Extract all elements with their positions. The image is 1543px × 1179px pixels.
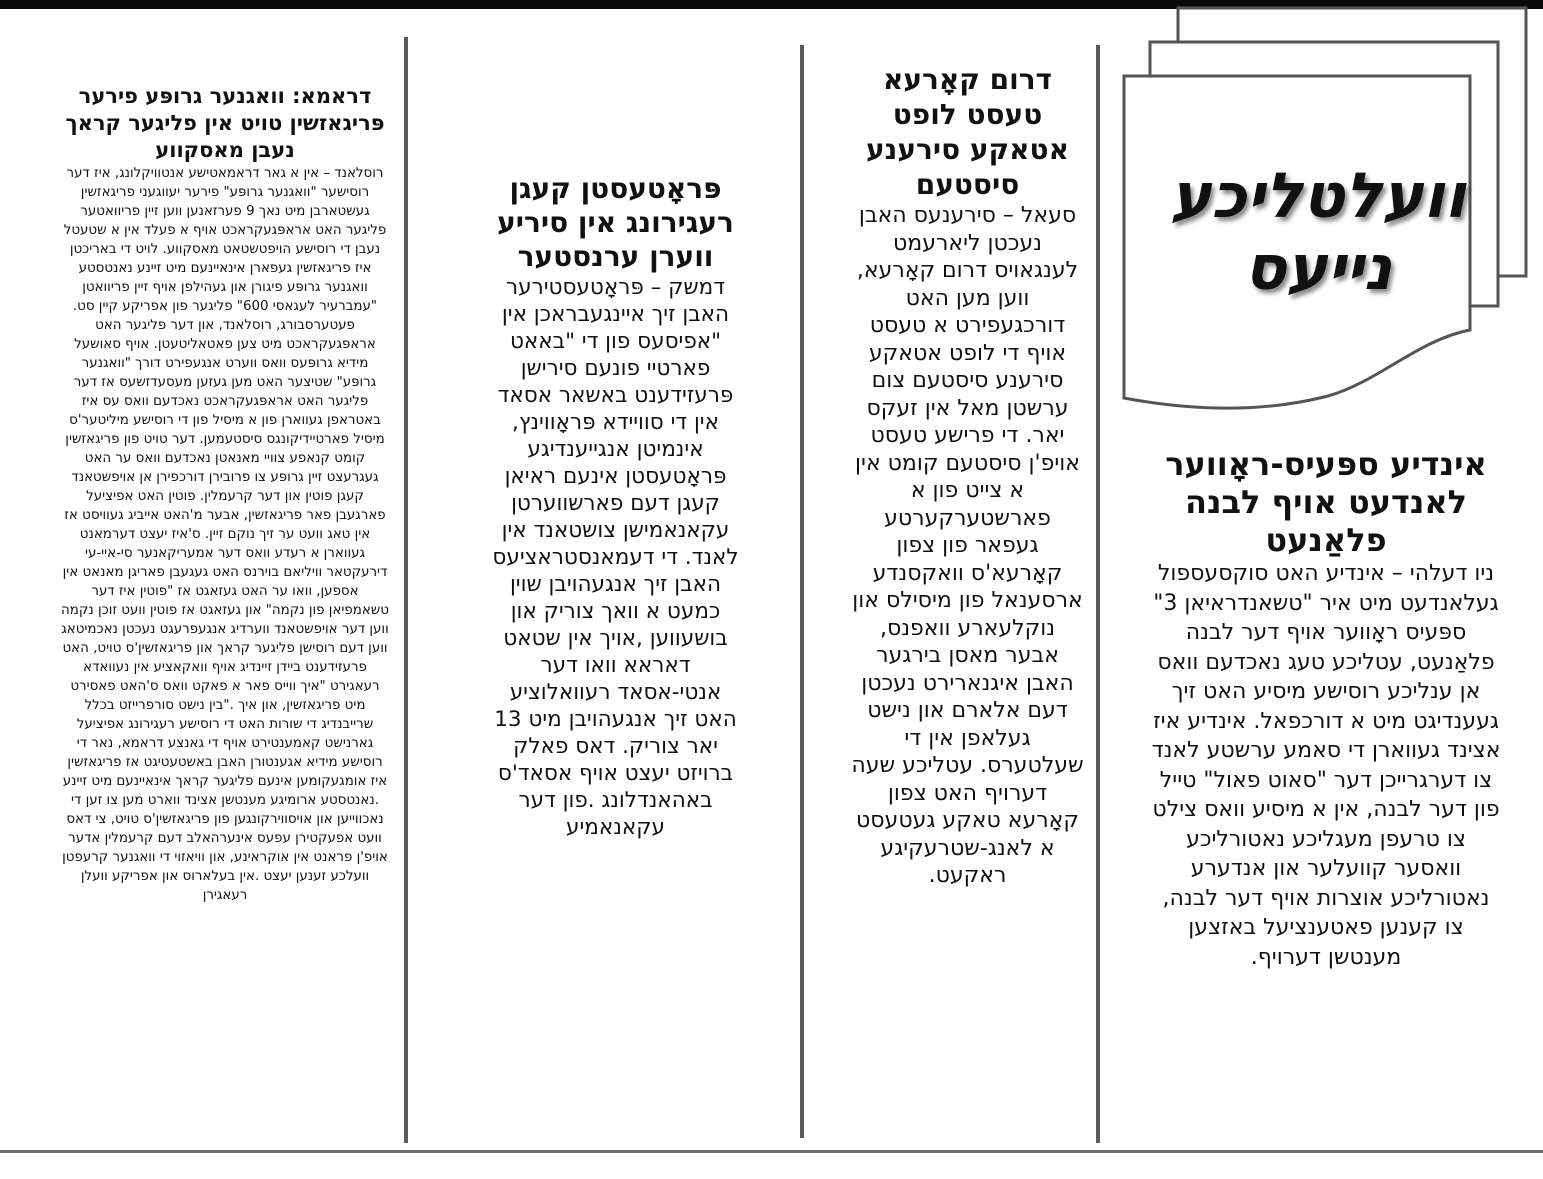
article-headline: דרום קאָרעא טעסט לופט אטאקע סירענע סיסטעם	[866, 63, 1069, 201]
article-body: ניו דעלהי – אינדיע האט סוקסעספול געלאנדעט מיט איר "טשאנדראיאן 3" ספּעיס ראָווער אויף דער לבנה פלאַנעט, עטליכע טעג נאכדעם וואס אן ענליכע רוסישע מיסיע האט זיך געענדיגט מיט א דורכפאל. אינדיע איז אצינד געווארן די סאמע ערשטע לאנד צו דערגרייכן דער "סאוט פאול" טייל פון דער לבנה, אין א מיסיע וואס צילט צו טרעפן מעגליכע נאטורליכע וואסער קוועלער און אנדערע נאטורליכע אוצרות אויף דער לבנה, צו קענען פאטענציעל באזצען מענטשן דערויף.	[1151, 561, 1501, 970]
masthead-title: וועלטליכע נייעס	[1170, 159, 1466, 304]
article-body: סעאל – סירענעס האבן נעכטן ליארעמט לענגאויס דרום קאָרעא, ווען מען האט דורכגעפירט א טעסט אויף די לופט אטאקע סירענע סיסטעם צום ערשטן מאל אין זעקס יאר. די פרישע טעסט אויפ'ן סיסטעם קומט אין א צייט פון א פארשטערקערטע געפאר פון צפון קאָרעא'ס וואקסנדע ארסענאל פון מיסילס און נוקלעארע וואפנס, אבער מאסן בירגער האבן איגנארירט נעכטן דעם אלארם און נישט געלאפן אין די שעלטערס. עטליכע שעה דערויף האט צפון קאָרעא טאקע געטעסט א לאנג-שטרעקיגע ראקעט.	[851, 203, 1084, 888]
column-divider	[800, 45, 804, 1138]
article-wagner-crash	[60, 83, 390, 905]
article-body: דמשק – פּראָטעסטירער האבן זיך איינגעבראכן אין "אפיסעס פון די "באאט פארטיי פונעם סירישן פּרעזידענט באשאר אסאד אין די סוויידא פּראָווינץ, אינמיטן אנגייענדיגע פּראָטעסטן אינעם ראיאן קעגן דעם פארשווערטן עקאנאמישן צושטאנד אין לאנד. די דעמאנסטראציעס האבן זיך אנגעהויבן שוין כמעט א וואך צוריק און בושעווען ,אויך אין שטאט דאראא וואו דער אנטי-אסאד רעוואלוציע האט זיך אנגעהויבן מיט 13 יאר צוריק. דאס פאלק ברויזט יעצט אויף אסאד'ס באהאנדלונג .פון דער עקאנאמיע	[492, 275, 739, 840]
article-syria-protests	[488, 172, 743, 841]
article-headline: דראמא: וואגנער גרופּע פירער פּריגאזשין טויט אין פליגער קראך נעבן מאסקווע	[65, 84, 385, 162]
article-body: רוסלאנד – אין א גאר דראמאטישע אנטוויקלונג, איז דער רוסישער "וואגנער גרופּע" פירער יעווגעני פריגאזשין געשטארבן מיט נאך 9 פערזאנען ווען זיין פריוואטער פליגער האט אראפּגעקראכט אויף א פעלד אין א שטעטל נעבן די רוסישע הויפטשטאט מאסקווע. לויט די באריכטן איז פריגאזשין געפארן אינאיינעם מיט זיינע נאנטסטע וואגנער גרופּע פיגורן און געהילפן אויף זיין פריוואטן "עמברעיר לעגאסי 600" פליגער פון אפריקע קיין סט. פעטערסבורג, רוסלאנד, און דער פליגער האט אראפּגעקראכט מיט צען פאטאליטעטן. אויף סאושעל מידיא גרופּעס וואס ווערט אנגעפירט דורך "וואגנער גרופּע" שטיצער האט מען געזען מעסעדזשעס אז דער פליגער האט אראפּגעקראכט נאכדעם וואס עס איז באטראפן געווארן פון א מיסיל פון די רוסישע מיליטער'ס מיסיל פארטיידיקונגס סיסטעמען. דער טויט פון פריגאזשין קומט קנאפע צוויי מאנאטן נאכדעם וואס ער האט געגרעצט זיין גרופּע צו פרובירן דורכפירן אן אויפשטאנד קעגן פוטין און דער קרעמלין. פוטין האט אפיציעל פארגעבן פאר פריגאזשין, אבער מ'האט אייביג געוויסט אז אין טאג וועט ער זיך נוקם זיין. ס'איז יעצט דערמאנט געווארן א רעדע וואס דער אמעריקאנער סי-איי-עי דירעקטאר וויליאם בוירנס האט געגעבן פאריגן מאנאט אין אספען, וואו ער האט געזאגט אז "פוטין איז דער טשאמפיאן פון נקמה" און געזאגט אז פוטין וועט זוכן נקמה ווען דער אויפשטאנד ווערדיג אנגעפרעגט נעכטן נאכמיטאג ווען דעם רוסישן פליגער קראך און פריגאזשין'ס טויט, האט פרעזידענט ביידן זיינדיג אויף וואקאציע אין נעוואדא רעאגירט "איך ווייס פאר א פאקט וואס ס'האט פאסירט מיט פריגאזשין, און איך ."בין נישט סורפרייזט בכלל שרייבנדיג די שורות האט די רוסישע רעגירונג אפיציעל גארנישט קאמענטירט אויף די גאנצע דראמא, נאר די רוסישע מידיא אגענטורן האבן באשטעטיגט אז פריגאזשין איז אומגעקומען אינעם פליגער קראך אינאיינעם מיט זיינע .נאנטסטע ארומיגע מענטשן אצינד ווארט מען צו זען די נאכווייען און אויסווירקונגען פון פריגאזשין'ס טויט, צי דאס וועט אפעקטירן עפעס אינערהאלב דעם קרעמלין אדער אויפ'ן פראנט אין אוקראינע, און וויאזוי די וואגנער קרעפטן וועלכע זענען יעצט .אין בעלארוס און אפריקע וועלן רעאגירן	[61, 166, 389, 903]
article-headline: אינדיע ספּעיס-ראָווער לאנדעט אויף לבנה פלאַנעט	[1165, 445, 1487, 559]
bottom-border	[0, 1150, 1543, 1153]
article-india-rover	[1150, 445, 1502, 972]
column-divider	[1096, 45, 1100, 1143]
article-korea-sirens	[850, 62, 1085, 890]
masthead	[1118, 0, 1538, 420]
article-headline: פּראָטעסטן קעגן רעגירונג אין סיריע ווערן ערנסטער	[497, 172, 734, 273]
column-divider	[404, 37, 408, 1143]
